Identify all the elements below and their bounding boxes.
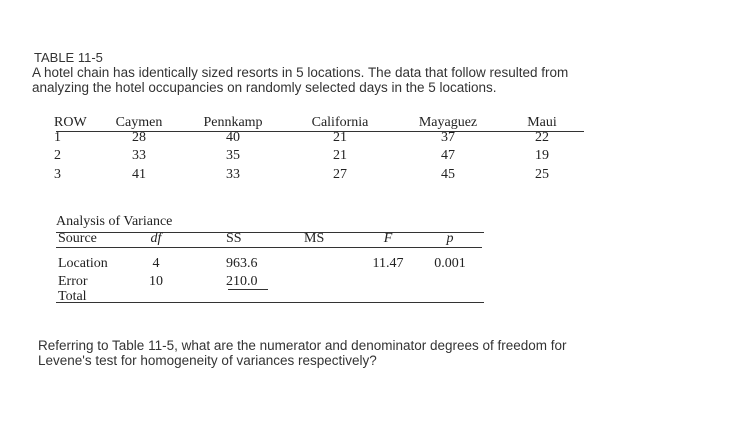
table-cell: 210.0: [226, 274, 258, 289]
table-cell: Location: [58, 256, 108, 271]
table-cell: 33: [226, 167, 240, 182]
anova-col-ms: MS: [304, 231, 325, 246]
table-cell: 19: [535, 148, 549, 163]
table-cell: 41: [132, 167, 146, 182]
table-cell: 21: [333, 148, 347, 163]
anova-rule-header: [56, 247, 482, 248]
table-cell: 45: [441, 167, 455, 182]
table-cell: 10: [149, 274, 163, 289]
table-cell: 4: [152, 256, 160, 271]
col-header-row: ROW: [54, 115, 87, 130]
table-cell: 22: [535, 130, 549, 145]
question-line-2: Levene's test for homogeneity of variances respectively?: [38, 353, 377, 368]
table-cell: 2: [54, 148, 61, 163]
table-cell: 35: [226, 148, 240, 163]
table-cell: 40: [226, 130, 240, 145]
table-cell: 28: [132, 130, 146, 145]
anova-title: Analysis of Variance: [56, 214, 173, 229]
table-title: TABLE 11-5: [34, 50, 103, 65]
table-cell: 3: [54, 167, 61, 182]
col-header-pennkamp: Pennkamp: [203, 115, 263, 130]
anova-rule-top: [56, 232, 484, 233]
question-line-1: Referring to Table 11-5, what are the numerator and denominator degrees of freedom for: [38, 338, 567, 353]
table-cell: 0.001: [434, 256, 466, 271]
table-cell: 33: [132, 148, 146, 163]
table-cell: Total: [58, 289, 87, 304]
intro-line-1: A hotel chain has identically sized resorts in 5 locations. The data that follow resulted from: [32, 65, 569, 80]
anova-col-p: p: [446, 231, 454, 246]
table-cell: Error: [58, 274, 88, 289]
table-cell: 27: [333, 167, 347, 182]
table-cell: 11.47: [372, 256, 404, 271]
col-header-california: California: [311, 115, 369, 130]
anova-col-f: F: [383, 231, 393, 246]
table-cell: 47: [441, 148, 455, 163]
col-header-maui: Maui: [527, 115, 557, 130]
table-cell: 25: [535, 167, 549, 182]
anova-col-df: df: [150, 231, 162, 246]
anova-rule-bottom: [56, 302, 484, 303]
table-cell: 37: [441, 130, 455, 145]
table-cell: 21: [333, 130, 347, 145]
table-cell: 1: [54, 130, 61, 145]
table-cell: 963.6: [226, 256, 258, 271]
col-header-mayaguez: Mayaguez: [418, 115, 478, 130]
intro-line-2: analyzing the hotel occupancies on randomly selected days in the 5 locations.: [32, 80, 497, 95]
anova-col-ss: SS: [226, 231, 242, 246]
col-header-caymen: Caymen: [115, 115, 163, 130]
anova-col-source: Source: [58, 231, 97, 246]
